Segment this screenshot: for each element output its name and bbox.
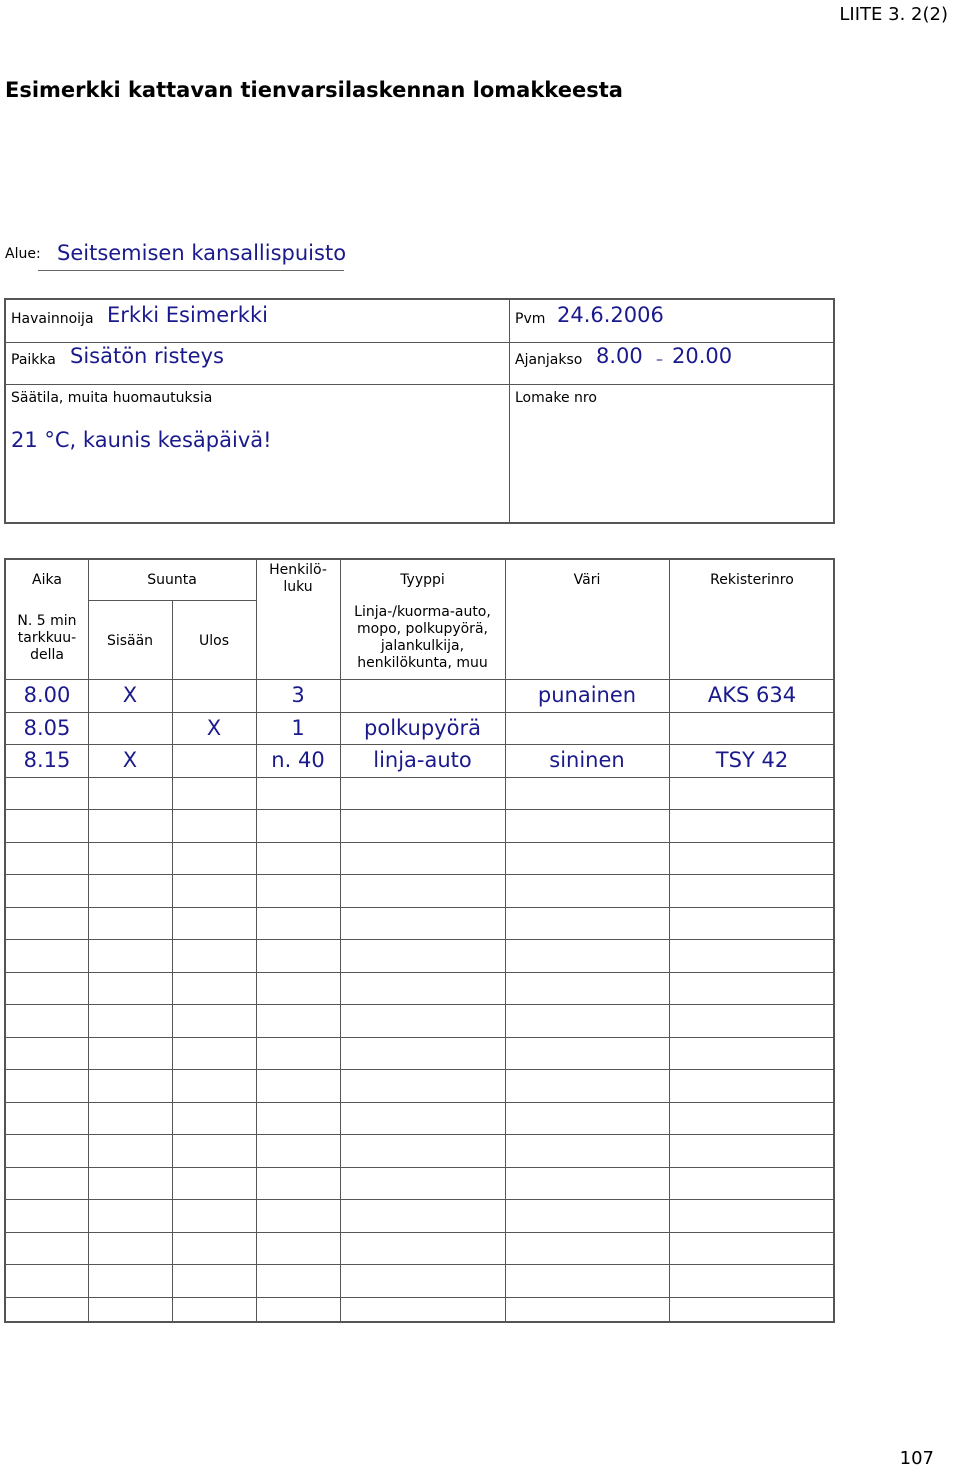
cell-reg: TSY 42 bbox=[715, 748, 789, 772]
observer-value: Erkki Esimerkki bbox=[107, 303, 268, 327]
area-field bbox=[5, 241, 347, 265]
header-time: Aika bbox=[32, 572, 62, 588]
cell-in: X bbox=[122, 683, 138, 707]
cell-time: 8.05 bbox=[23, 715, 71, 740]
cell-type: linja-auto bbox=[373, 748, 472, 772]
header-out: Ulos bbox=[199, 633, 229, 649]
date-label: Pvm bbox=[515, 311, 546, 327]
observation-table bbox=[4, 558, 835, 1323]
period-end: 20.00 bbox=[672, 344, 733, 368]
cell-in bbox=[88, 713, 172, 743]
row-line bbox=[6, 1297, 833, 1298]
header-color: Väri bbox=[573, 572, 601, 588]
row-line bbox=[6, 1232, 833, 1233]
cell-persons: 3 bbox=[291, 683, 305, 707]
cell-type bbox=[340, 680, 505, 710]
cell-persons: n. 40 bbox=[271, 748, 325, 772]
row-line bbox=[6, 1004, 833, 1005]
header-registration: Rekisterinro bbox=[710, 572, 794, 588]
row-line bbox=[6, 1069, 833, 1070]
cell-type: polkupyörä bbox=[364, 715, 481, 740]
cell-out bbox=[172, 680, 256, 710]
col-line bbox=[505, 560, 506, 1321]
cell-reg: AKS 634 bbox=[707, 683, 797, 707]
row-line bbox=[6, 1102, 833, 1103]
row-line bbox=[6, 842, 833, 843]
row-line bbox=[6, 1199, 833, 1200]
row-line bbox=[6, 874, 833, 875]
row-line bbox=[6, 972, 833, 973]
weather-value: 21 °C, kaunis kesäpäivä! bbox=[11, 428, 272, 452]
cell-color bbox=[505, 713, 669, 743]
row-line bbox=[6, 907, 833, 908]
page-title: Esimerkki kattavan tienvarsilaskennan lomakkeesta bbox=[5, 78, 623, 102]
row-line bbox=[6, 1134, 833, 1135]
col-line bbox=[88, 560, 89, 1321]
cell-in: X bbox=[122, 748, 138, 772]
header-direction: Suunta bbox=[147, 572, 197, 588]
cell-out: X bbox=[206, 715, 222, 740]
row-line bbox=[6, 1264, 833, 1265]
appendix-label: LIITE 3. 2(2) bbox=[839, 4, 948, 25]
header-type-note: Linja-/kuorma-auto, mopo, polkupyörä, jalankulkija, henkilökunta, muu bbox=[354, 604, 491, 671]
cell-color: sininen bbox=[549, 748, 625, 772]
period-label: Ajanjakso bbox=[515, 352, 583, 368]
cell-persons: 1 bbox=[291, 715, 305, 740]
observation-info-box bbox=[4, 298, 835, 524]
col-line bbox=[256, 560, 257, 1321]
place-label: Paikka bbox=[11, 352, 56, 368]
row-line bbox=[6, 1037, 833, 1038]
form-number-label: Lomake nro bbox=[515, 390, 597, 406]
cell-color: punainen bbox=[537, 683, 637, 707]
row-line bbox=[6, 1167, 833, 1168]
info-divider bbox=[509, 300, 510, 522]
header-in: Sisään bbox=[106, 633, 154, 649]
cell-out bbox=[172, 745, 256, 775]
area-underline bbox=[38, 270, 344, 271]
page-number: 107 bbox=[899, 1448, 934, 1469]
col-line bbox=[669, 560, 670, 1321]
header-type: Tyyppi bbox=[400, 572, 445, 588]
direction-subheader-line bbox=[88, 600, 256, 601]
cell-time: 8.15 bbox=[23, 748, 71, 772]
observer-label: Havainnoija bbox=[11, 311, 94, 327]
cell-time: 8.00 bbox=[23, 683, 71, 707]
col-line bbox=[340, 560, 341, 1321]
header-time-note: N. 5 min tarkkuu-della bbox=[17, 613, 77, 663]
row-line bbox=[6, 777, 833, 778]
row-line bbox=[6, 809, 833, 810]
area-value: Seitsemisen kansallispuisto bbox=[57, 241, 347, 265]
header-persons: Henkilö-luku bbox=[269, 562, 327, 595]
date-value: 24.6.2006 bbox=[557, 303, 664, 327]
weather-label: Säätila, muita huomautuksia bbox=[11, 390, 213, 406]
period-dash: – bbox=[656, 352, 663, 368]
place-value: Sisätön risteys bbox=[70, 344, 224, 368]
cell-reg bbox=[669, 713, 835, 743]
area-label: Alue: bbox=[5, 246, 41, 262]
row-line bbox=[6, 939, 833, 940]
period-start: 8.00 bbox=[596, 344, 643, 368]
